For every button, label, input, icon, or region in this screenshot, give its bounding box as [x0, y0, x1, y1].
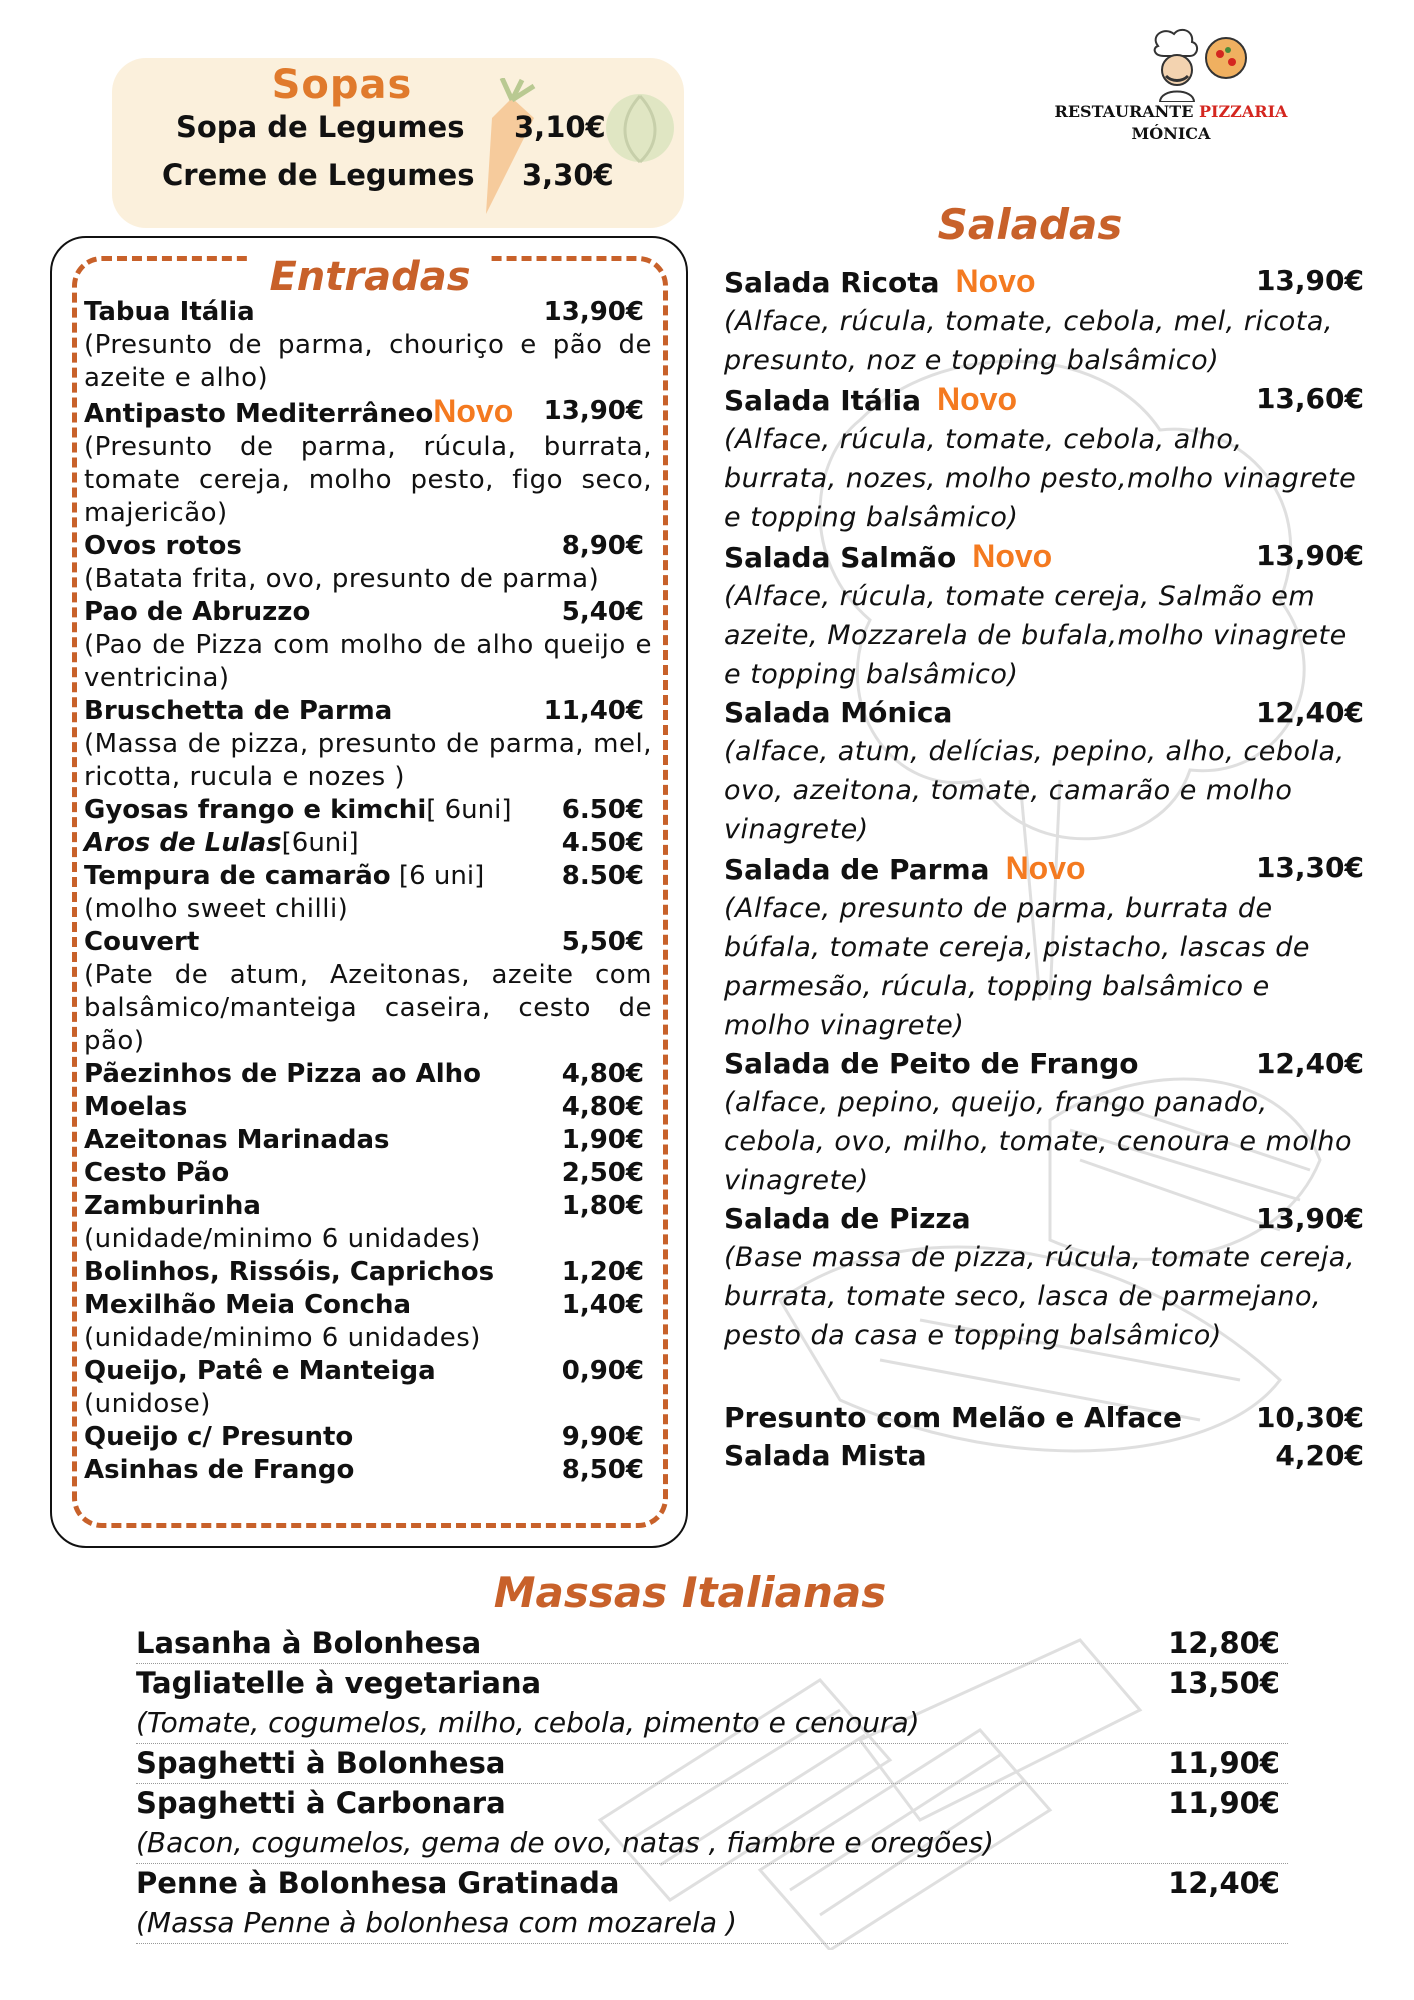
menu-item-description: (molho sweet chilli) [84, 894, 349, 924]
menu-item [724, 849, 1364, 1045]
menu-item [136, 1624, 1288, 1664]
menu-item-description: (alface, pepino, queijo, frango panado, cebola, ovo, milho, tomate, cenoura e molho vinagrete) [724, 1087, 1352, 1196]
menu-item-price: 12,80€ [1168, 1626, 1280, 1660]
menu-item [84, 1355, 652, 1421]
chef-icon [1146, 26, 1256, 102]
menu-item-price: 1,40€ [561, 1290, 644, 1320]
novo-badge: Novo [433, 393, 514, 429]
menu-item-description: (Alface, rúcula, tomate cereja, Salmão em azeite, Mozzarela de bufala,molho vinagrete e topping balsâmico) [724, 581, 1347, 690]
menu-item [84, 596, 652, 695]
sopa-item [162, 158, 614, 192]
menu-item-title: Azeitonas Marinadas [84, 1125, 390, 1155]
menu-item-title: Salada de Parma [724, 853, 990, 886]
menu-item-description: (Presunto de parma, chouriço e pão de azeite e alho) [84, 330, 652, 393]
sopas-title: Sopas [271, 62, 413, 108]
menu-item-price: 13,90€ [543, 396, 644, 426]
menu-item-title: Tabua Itália [84, 297, 255, 327]
sopa-item-name: Sopa de Legumes [176, 110, 465, 144]
menu-item-description: (Pao de Pizza com molho de alho queijo e ventricina) [84, 630, 652, 693]
logo-word-monica: MÓNICA [1131, 124, 1211, 143]
menu-item-price: 13,30€ [1255, 851, 1364, 884]
menu-item-title: Queijo, Patê e Manteiga [84, 1356, 436, 1386]
menu-item-title: Pãezinhos de Pizza ao Alho [84, 1059, 481, 1089]
menu-item-price: 5,50€ [561, 927, 644, 957]
menu-item-portion: [6uni] [281, 828, 359, 858]
menu-item-title: Salada Salmão [724, 541, 957, 574]
menu-item-description: (Alface, presunto de parma, burrata de búfala, tomate cereja, pistacho, lascas de parmesão, rúcula, topping balsâmico e molho vinagrete) [724, 893, 1311, 1041]
menu-item-name: Presunto com Melão e Alface [724, 1401, 1182, 1434]
menu-item [724, 1045, 1364, 1200]
sopa-item-price: 3,30€ [522, 158, 614, 192]
menu-item-price: 1,20€ [561, 1257, 644, 1287]
menu-item-name: Tagliatelle à vegetariana [136, 1666, 542, 1700]
menu-item [136, 1864, 1288, 1944]
sopa-item-price: 3,10€ [514, 110, 606, 144]
menu-item-title: Gyosas frango e kimchi [84, 795, 427, 825]
menu-item [724, 537, 1364, 694]
menu-item-name: Lasanha à Bolonhesa [136, 1626, 482, 1660]
novo-badge: Novo [1005, 850, 1086, 886]
sopa-item-name: Creme de Legumes [162, 158, 475, 192]
menu-item-price: 11,40€ [543, 696, 644, 726]
novo-badge: Novo [937, 381, 1018, 417]
menu-item [724, 1399, 1364, 1437]
menu-item-description: (unidade/minimo 6 unidades) [84, 1323, 481, 1353]
menu-item [724, 380, 1364, 537]
menu-item [84, 827, 652, 860]
menu-item [84, 1058, 652, 1091]
menu-item-price: 11,90€ [1168, 1746, 1280, 1780]
menu-item-title: Aros de Lulas [84, 828, 282, 858]
menu-item [84, 395, 652, 530]
menu-item-title: Cesto Pão [84, 1158, 230, 1188]
sopa-item [176, 110, 606, 144]
menu-item-title: Bolinhos, Rissóis, Caprichos [84, 1257, 495, 1287]
menu-item-name: Spaghetti à Bolonhesa [136, 1746, 506, 1780]
menu-item-price: 4,20€ [1275, 1439, 1364, 1472]
menu-item-description: (Alface, rúcula, tomate, cebola, alho, burrata, nozes, molho pesto,molho vinagrete e topping balsâmico) [724, 424, 1357, 533]
menu-item-price: 6.50€ [561, 795, 644, 825]
menu-item-title: Pao de Abruzzo [84, 597, 311, 627]
menu-item-title: Moelas [84, 1092, 188, 1122]
menu-item-price: 1,80€ [561, 1191, 644, 1221]
menu-item-price: 8,90€ [561, 531, 644, 561]
menu-item [84, 860, 652, 926]
spacer [724, 1355, 1364, 1399]
novo-badge: Novo [972, 538, 1053, 574]
massas-title: Massas Italianas [493, 1568, 887, 1617]
menu-item-title: Couvert [84, 927, 200, 957]
menu-item-description: (Alface, rúcula, tomate, cebola, mel, ricota, presunto, noz e topping balsâmico) [724, 306, 1333, 376]
menu-item-title: Mexilhão Meia Concha [84, 1290, 412, 1320]
menu-item-description: (Bacon, cogumelos, gema de ovo, natas , fiambre e oregões) [136, 1826, 994, 1859]
menu-item [724, 262, 1364, 380]
restaurant-logo [1046, 26, 1296, 156]
menu-item-description: (Presunto de parma, rúcula, burrata, tomate cereja, molho pesto, figo seco, majericão) [84, 432, 652, 528]
logo-name [1046, 102, 1296, 121]
menu-item-title: Salada Itália [724, 384, 922, 417]
cabbage-icon [600, 88, 680, 168]
menu-item-price: 8.50€ [561, 861, 644, 891]
menu-item [84, 1454, 652, 1487]
menu-item-price: 2,50€ [561, 1158, 644, 1188]
menu-item-title: Asinhas de Frango [84, 1455, 355, 1485]
saladas-title: Saladas [937, 200, 1123, 249]
menu-item-price: 4.50€ [561, 828, 644, 858]
menu-item-price: 9,90€ [561, 1422, 644, 1452]
sopas-panel [112, 58, 684, 228]
menu-item-price: 12,40€ [1255, 1047, 1364, 1080]
menu-item [84, 794, 652, 827]
menu-item-description: (Batata frita, ovo, presunto de parma) [84, 564, 600, 594]
menu-item-title: Salada de Peito de Frango [724, 1047, 1139, 1080]
menu-item-price: 4,80€ [561, 1059, 644, 1089]
menu-item-description: (Base massa de pizza, rúcula, tomate cereja, burrata, tomate seco, lasca de parmejano, pesto da casa e topping balsâmico) [724, 1242, 1355, 1351]
menu-item-title: Zamburinha [84, 1191, 261, 1221]
massas-list [136, 1624, 1288, 1944]
menu-item-description: (alface, atum, delícias, pepino, alho, cebola, ovo, azeitona, tomate, camarão e molho vinagrete) [724, 736, 1345, 845]
menu-item-title: Queijo c/ Presunto [84, 1422, 354, 1452]
menu-item [724, 694, 1364, 849]
menu-item [136, 1744, 1288, 1784]
menu-item [84, 1256, 652, 1289]
menu-item [724, 1200, 1364, 1355]
menu-item-portion: [ 6uni] [426, 795, 512, 825]
menu-item-title: Tempura de camarão [84, 861, 391, 891]
menu-item [84, 1157, 652, 1190]
menu-item [84, 530, 652, 596]
entradas-list [84, 296, 652, 1487]
menu-item-description: (unidose) [84, 1389, 211, 1419]
menu-item-price: 13,90€ [1255, 1202, 1364, 1235]
menu-item-name: Spaghetti à Carbonara [136, 1786, 506, 1820]
novo-badge: Novo [955, 263, 1036, 299]
menu-item-price: 5,40€ [561, 597, 644, 627]
menu-item-price: 10,30€ [1255, 1401, 1364, 1434]
menu-item-price: 13,90€ [543, 297, 644, 327]
menu-item-price: 11,90€ [1168, 1786, 1280, 1820]
entradas-title: Entradas [250, 254, 490, 300]
menu-item-title: Ovos rotos [84, 531, 242, 561]
menu-item-title: Salada Ricota [724, 266, 940, 299]
menu-item [84, 1289, 652, 1355]
menu-item-price: 4,80€ [561, 1092, 644, 1122]
menu-item [84, 296, 652, 395]
menu-item-description: (Massa Penne à bolonhesa com mozarela ) [136, 1906, 737, 1939]
menu-item-title: Antipasto Mediterrâneo [84, 399, 434, 429]
menu-item-price: 13,90€ [1255, 539, 1364, 572]
menu-item [136, 1784, 1288, 1864]
menu-item-price: 12,40€ [1255, 696, 1364, 729]
menu-item [84, 1190, 652, 1256]
menu-item-title: Salada de Pizza [724, 1202, 971, 1235]
menu-item [136, 1664, 1288, 1744]
menu-item-description: (Tomate, cogumelos, milho, cebola, pimento e cenoura) [136, 1706, 920, 1739]
menu-item-price: 1,90€ [561, 1125, 644, 1155]
menu-item-price: 8,50€ [561, 1455, 644, 1485]
menu-item-name: Salada Mista [724, 1439, 927, 1472]
menu-item-description: (Massa de pizza, presunto de parma, mel, ricotta, rucula e nozes ) [84, 729, 652, 792]
logo-word-restaurante: RESTAURANTE [1054, 102, 1194, 121]
menu-item-price: 13,90€ [1255, 264, 1364, 297]
logo-word-pizzaria: PIZZARIA [1198, 102, 1288, 121]
menu-item-portion: [6 uni] [390, 861, 485, 891]
menu-item-description: (Pate de atum, Azeitonas, azeite com balsâmico/manteiga caseira, cesto de pão) [84, 960, 652, 1056]
menu-item-name: Penne à Bolonhesa Gratinada [136, 1866, 620, 1900]
menu-item-price: 0,90€ [561, 1356, 644, 1386]
menu-item-price: 12,40€ [1168, 1866, 1280, 1900]
menu-item [84, 1421, 652, 1454]
menu-item [84, 695, 652, 794]
menu-item-title: Salada Mónica [724, 696, 953, 729]
saladas-list [724, 262, 1364, 1475]
menu-item [84, 926, 652, 1058]
menu-item-description: (unidade/minimo 6 unidades) [84, 1224, 481, 1254]
menu-item [84, 1091, 652, 1124]
menu-item-price: 13,50€ [1168, 1666, 1280, 1700]
menu-item [84, 1124, 652, 1157]
menu-item [724, 1437, 1364, 1475]
menu-item-title: Bruschetta de Parma [84, 696, 393, 726]
menu-item-price: 13,60€ [1255, 382, 1364, 415]
